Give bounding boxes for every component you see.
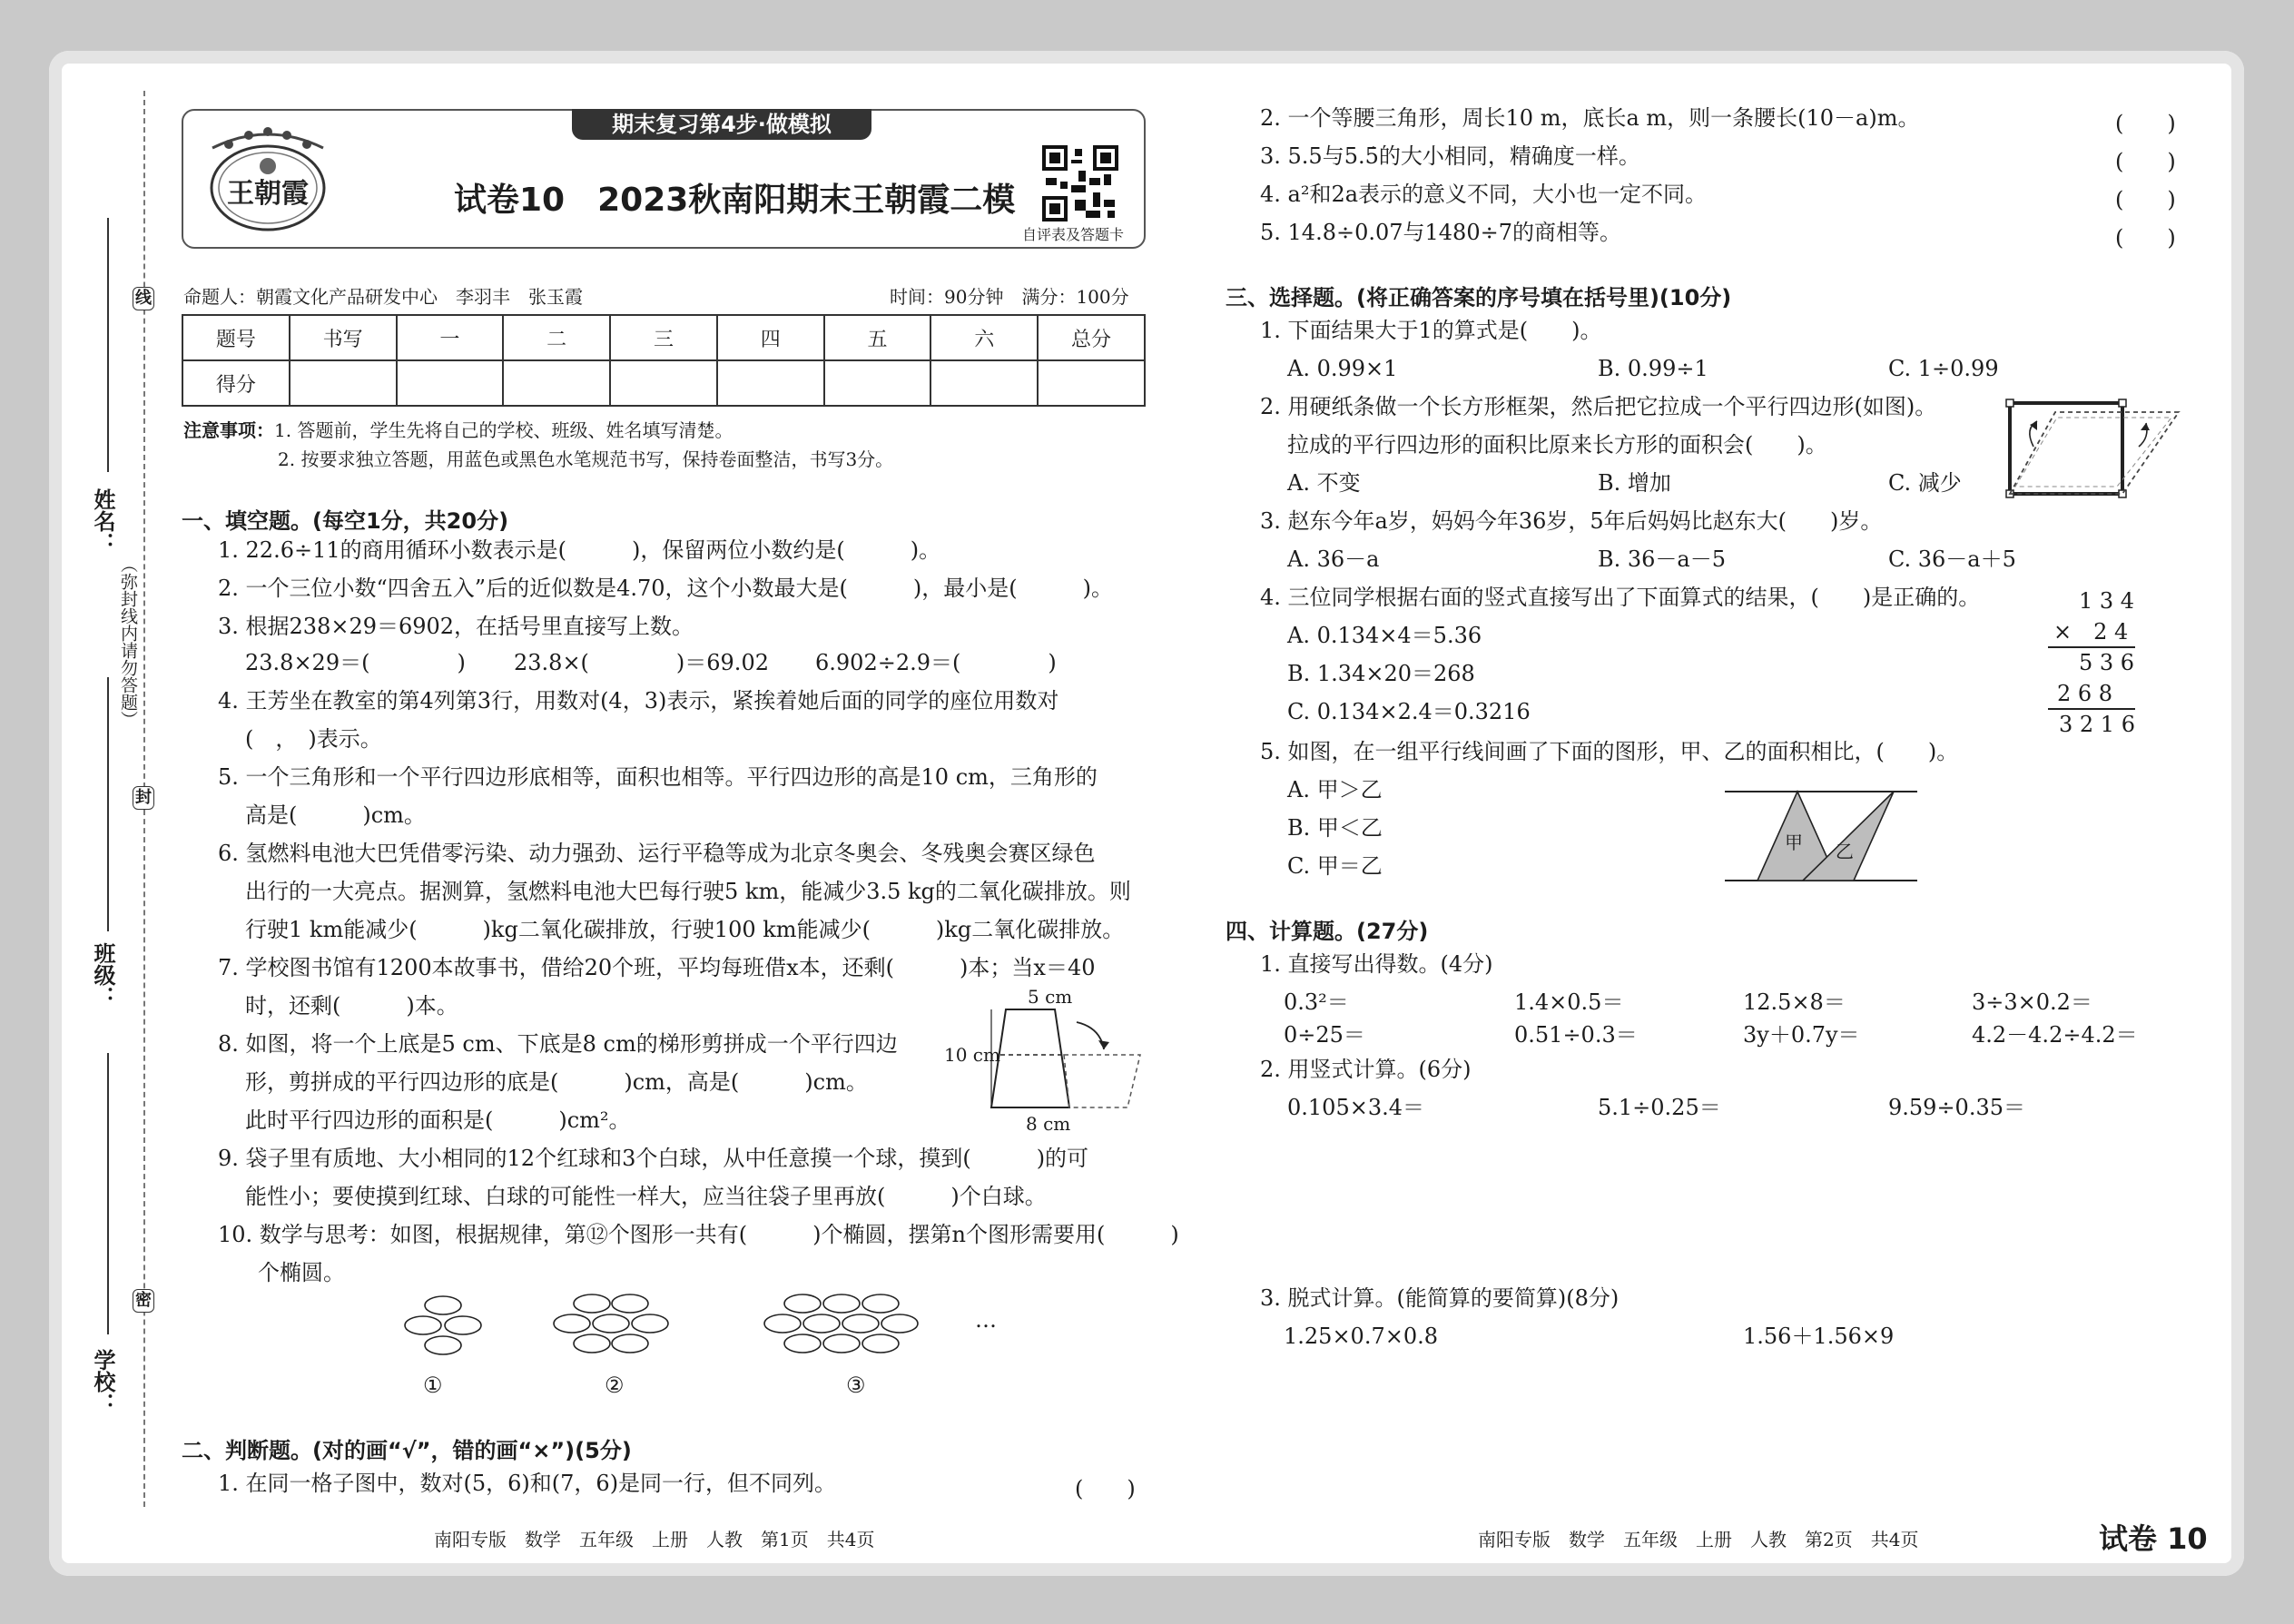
no-answer-note: （弥封线内请勿答题） [118,556,138,728]
score-input-cell[interactable] [397,360,504,406]
section-3-title: 三、选择题。(将正确答案的序号填在括号里)(10分) [1226,285,1732,310]
qr-code-icon[interactable] [1042,145,1118,221]
name-label: 姓名： [90,488,115,554]
figure-2-label: ② [605,1373,625,1398]
vertical-calc-2: 5.1÷0.25＝ [1598,1095,1721,1120]
judge-q3-answer[interactable]: ( ) [2115,149,2176,174]
fill-q6-cont1: 出行的一大亮点。据测算，氢燃料电池大巴每行驶5 km，能减少3.5 kg的二氧化碳排放。则 [245,879,1131,904]
oral-calc-7: 3y＋0.7y＝ [1743,1022,1860,1048]
fill-q8-cont1: 形，剪拼成的平行四边形的底是( )cm，高是( )cm。 [245,1069,868,1095]
choice-q1-a[interactable]: A. 0.99×1 [1287,356,1398,381]
judge-q3: 3. 5.5与5.5̇的大小相同，精确度一样。 [1260,143,1640,169]
paper-tag: 试卷 10 [2099,1521,2208,1556]
score-cell: 六 [930,315,1038,360]
judge-q4: 4. a²和2a表示的意义不同，大小也一定不同。 [1260,182,1708,207]
vertical-mult-line5: 3 2 1 6 [2059,712,2135,737]
binding-secret-char: 密 [133,1289,154,1313]
trapezoid-top-label: 5 cm [1028,986,1073,1008]
score-header-row [182,315,1145,360]
judge-q1: 1. 在同一格子图中，数对(5，6)和(7，6)是同一行，但不同列。 [218,1471,837,1496]
fill-q10: 10. 数学与思考：如图，根据规律，第⑫个图形一共有( )个椭圆，摆第n个图形需要用( ) [218,1222,1179,1247]
school-label: 学校： [90,1349,115,1414]
score-input-cell[interactable] [610,360,717,406]
calc-part2: 2. 用竖式计算。(6分) [1260,1057,1472,1082]
vertical-mult-line2: × 2 4 [2053,619,2129,645]
notes-line1: 1. 答题前，学生先将自己的学校、班级、姓名填写清楚。 [274,419,733,441]
class-field[interactable] [107,677,109,931]
figure-1-label: ① [423,1373,443,1398]
oral-calc-3: 12.5×8＝ [1743,989,1846,1015]
vertical-mult-rule [2048,646,2135,648]
choice-q2-b[interactable]: B. 增加 [1598,470,1671,496]
vertical-mult-rule [2048,708,2135,710]
fill-q5: 5. 一个三角形和一个平行四边形底相等，面积也相等。平行四边形的高是10 cm，三角形的 [218,764,1098,790]
frame-parallelogram-figure [1997,392,2188,505]
fill-q6-cont2: 行驶1 km能减少( )kg二氧化碳排放，行驶100 km能减少( )kg二氧化碳排放。 [245,917,1125,942]
school-field[interactable] [107,1053,109,1334]
choice-q3-a[interactable]: A. 36－a [1287,546,1380,572]
choice-q5: 5. 如图，在一组平行线间画了下面的图形，甲、乙的面积相比，( )。 [1260,739,1959,764]
choice-q1-c[interactable]: C. 1÷0.99 [1888,356,1999,381]
score-cell: 一 [397,315,504,360]
exam-title: 试卷10 2023秋南阳期末王朝霞二模 [454,182,1016,219]
choice-q3-b[interactable]: B. 36－a－5 [1598,546,1727,572]
notes-label: 注意事项： [183,419,274,441]
score-table [182,314,1146,407]
fill-q4: 4. 王芳坐在教室的第4列第3行，用数对(4，3)表示，紧挨着她后面的同学的座位用数对 [218,688,1059,714]
fill-q1: 1. 22.6÷11的商用循环小数表示是( )，保留两位小数约是( )。 [218,537,941,563]
score-input-row [182,360,1145,406]
svg-text:王朝霞: 王朝霞 [227,178,309,210]
choice-q5-a[interactable]: A. 甲＞乙 [1287,777,1383,802]
score-input-cell[interactable] [930,360,1038,406]
vertical-mult-line4: 2 6 8 [2057,681,2113,706]
choice-q4: 4. 三位同学根据右面的竖式直接写出了下面算式的结果，( )是正确的。 [1260,585,1981,610]
figure-3-label: ③ [846,1373,866,1398]
score-row-label: 得分 [182,360,290,406]
name-field[interactable] [107,218,109,472]
fill-q7: 7. 学校图书馆有1200本故事书，借给20个班，平均每班借x本，还剩( )本；当x＝40 [218,955,1096,980]
choice-q5-c[interactable]: C. 甲＝乙 [1287,853,1383,879]
score-input-cell[interactable] [1038,360,1145,406]
choice-q2-c[interactable]: C. 减少 [1888,470,1962,496]
score-cell: 四 [717,315,824,360]
footer-left: 南阳专版 数学 五年级 上册 人教 第1页 共4页 [434,1529,875,1550]
fill-q3: 3. 根据238×29＝6902，在括号里直接写上数。 [218,614,694,639]
oral-calc-8: 4.2－4.2÷4.2＝ [1972,1022,2138,1048]
footer-right: 南阳专版 数学 五年级 上册 人教 第2页 共4页 [1478,1529,1919,1550]
qr-caption: 自评表及答题卡 [1022,226,1125,243]
fill-q8: 8. 如图，将一个上底是5 cm、下底是8 cm的梯形剪拼成一个平行四边 [218,1031,898,1057]
oral-calc-1: 0.3²＝ [1284,989,1349,1015]
ellipse-pattern-figure [390,1287,1008,1387]
judge-q5: 5. 14.8÷0.07与1480÷7的商相等。 [1260,220,1621,245]
fill-q3-part-a: 23.8×29＝( ) [245,650,466,675]
fill-q7-cont: 时，还剩( )本。 [245,993,458,1019]
score-cell: 五 [824,315,931,360]
score-cell: 总分 [1038,315,1145,360]
score-cell: 书写 [290,315,397,360]
choice-q2: 2. 用硬纸条做一个长方形框架，然后把它拉成一个平行四边形(如图)。 [1260,394,1937,419]
calc-part3: 3. 脱式计算。(能简算的要简算)(8分) [1260,1285,1620,1311]
oral-calc-2: 1.4×0.5＝ [1514,989,1624,1015]
score-input-cell[interactable] [717,360,824,406]
binding-line-char: 线 [133,287,154,310]
choice-q1-b[interactable]: B. 0.99÷1 [1598,356,1708,381]
score-input-cell[interactable] [503,360,610,406]
section-2-title: 二、判断题。(对的画“√”，错的画“×”)(5分) [182,1438,632,1463]
class-label: 班级： [90,942,115,1008]
score-cell: 二 [503,315,610,360]
notes [183,416,733,442]
brand-logo [202,121,334,233]
step-calc-1: 1.25×0.7×0.8 [1284,1324,1438,1349]
fill-q9-cont: 能性小；要使摸到红球、白球的可能性一样大，应当往袋子里再放( )个白球。 [245,1184,1047,1209]
fill-q9: 9. 袋子里有质地、大小相同的12个红球和3个白球，从中任意摸一个球，摸到( )的可 [218,1146,1089,1171]
trapezoid-height-label: 10 cm [944,1044,1000,1066]
shape-jia-label: 甲 [1785,832,1803,853]
oral-calc-6: 0.51÷0.3＝ [1514,1022,1638,1048]
time-score: 时间：90分钟 满分：100分 [890,286,1129,308]
judge-q2-answer[interactable]: ( ) [2115,111,2176,136]
choice-q2-a[interactable]: A. 不变 [1287,470,1361,496]
step-calc-work-area[interactable] [1280,1358,2188,1503]
judge-q2: 2. 一个等腰三角形，周长10 m，底长a m，则一条腰长(10－a)m。 [1260,105,1920,131]
choice-q4-b[interactable]: B. 1.34×20＝268 [1287,661,1475,686]
fill-q10-cont: 个椭圆。 [258,1260,345,1285]
step-calc-2: 1.56＋1.56×9 [1743,1324,1895,1349]
judge-q4-answer[interactable]: ( ) [2115,187,2176,212]
vertical-calc-work-area[interactable] [1280,1131,2188,1276]
choice-q3-c[interactable]: C. 36－a＋5 [1888,546,2016,572]
figure-ellipsis: … [975,1307,997,1333]
score-cell: 题号 [182,315,290,360]
section-4-title: 四、计算题。(27分) [1226,919,1429,944]
oral-calc-4: 3÷3×0.2＝ [1972,989,2092,1015]
choice-q4-c[interactable]: C. 0.134×2.4＝0.3216 [1287,699,1531,724]
score-input-cell[interactable] [290,360,397,406]
choice-q3: 3. 赵东今年a岁，妈妈今年36岁，5年后妈妈比赵东大( )岁。 [1260,508,1883,534]
fill-q8-cont2: 此时平行四边形的面积是( )cm²。 [245,1107,631,1133]
binding-seal-char: 封 [133,786,154,810]
vertical-calc-3: 9.59÷0.35＝ [1888,1095,2025,1120]
vertical-mult-line1: 1 3 4 [2079,588,2135,614]
section-1-title: 一、填空题。(每空1分，共20分) [182,508,509,534]
fill-q3-part-c: 6.902÷2.9＝( ) [815,650,1057,675]
judge-q1-answer[interactable]: ( ) [1075,1476,1136,1501]
vertical-mult-line3: 5 3 6 [2079,650,2135,675]
fill-q5-cont: 高是( )cm。 [245,802,426,828]
judge-q5-answer[interactable]: ( ) [2115,225,2176,251]
fill-q3-part-b: 23.8×( )＝69.02 [514,650,769,675]
trapezoid-bottom-label: 8 cm [1026,1113,1071,1135]
fill-q2: 2. 一个三位小数“四舍五入”后的近似数是4.70，这个小数最大是( )，最小是( )。 [218,576,1113,601]
stage-banner: 期末复习第4步·做模拟 [572,109,871,140]
choice-q4-a[interactable]: A. 0.134×4＝5.36 [1287,623,1482,648]
shape-yi-label: 乙 [1836,841,1854,862]
parallel-lines-figure [1725,784,1917,886]
fill-q4-cont: ( ， )表示。 [245,726,382,752]
calc-part1: 1. 直接写出得数。(4分) [1260,951,1493,977]
choice-q1: 1. 下面结果大于1的算式是( )。 [1260,318,1602,343]
fill-q6: 6. 氢燃料电池大巴凭借零污染、动力强劲、运行平稳等成为北京冬奥会、冬残奥会赛区绿色 [218,841,1096,866]
choice-q5-b[interactable]: B. 甲＜乙 [1287,815,1383,841]
notes-line2: 2. 按要求独立答题，用蓝色或黑色水笔规范书写，保持卷面整洁，书写3分。 [278,448,894,470]
score-input-cell[interactable] [824,360,931,406]
choice-q2-cont: 拉成的平行四边形的面积比原来长方形的面积会( )。 [1287,432,1827,458]
authors: 命题人：朝霞文化产品研发中心 李羽丰 张玉霞 [183,286,583,308]
oral-calc-5: 0÷25＝ [1284,1022,1365,1048]
score-cell: 三 [610,315,717,360]
vertical-calc-1: 0.105×3.4＝ [1287,1095,1424,1120]
